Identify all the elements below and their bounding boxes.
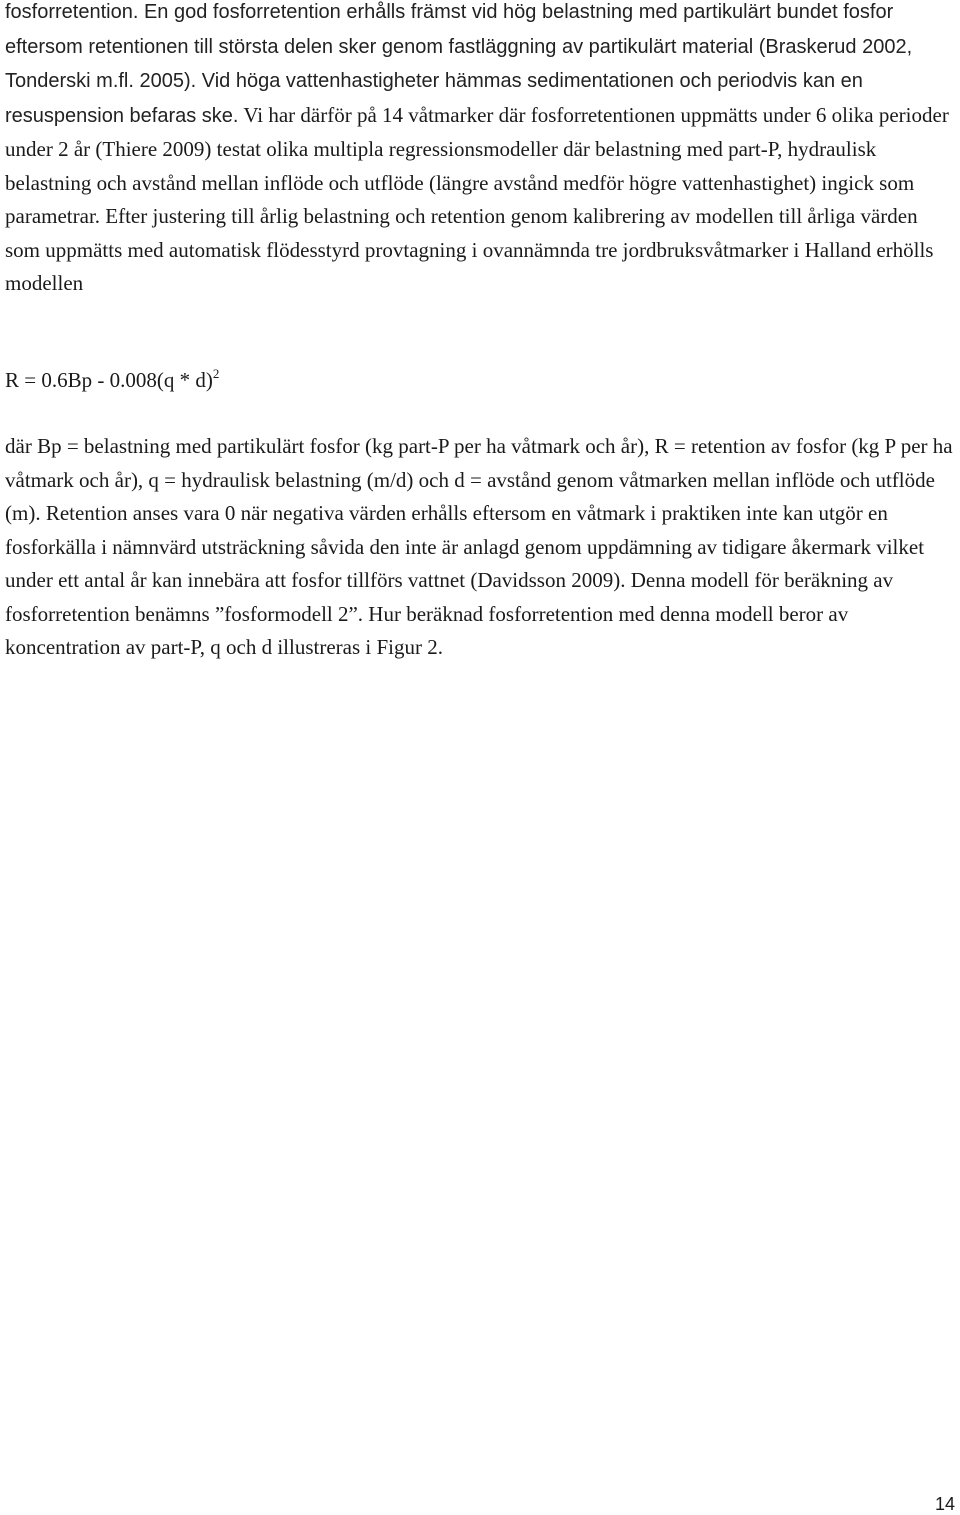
paragraph-1-serif-part: Vi har därför på 14 våtmarker där fosforretentionen uppmätts under 6 olika perioder under 2 år (Thiere 2009) testat olika multipla regressionsmodeller där belastning med part-P, hydraulisk belastning och avstånd mellan inflöde och utflöde (längre avstånd medför högre vattenhastighet) ingick som parametrar. <box>5 102 949 228</box>
paragraph-2: där Bp = belastning med partikulärt fosfor (kg part-P per ha våtmark och år), R = retention av fosfor (kg P per ha våtmark och år), q = hydraulisk belastning (m/d) och d = avstånd genom våtmarken mellan inflöde och utflöde (m). Retention anses vara 0 när negativa värden erhålls eftersom en våtmark i praktiken inte kan utgör en fosforkälla i nämnvärd utsträckning såvida den inte är anlagd genom uppdämning av tidigare åkermark vilket under ett antal år kan innebära att fosfor tillförs vattnet (Davidsson 2009). Denna modell för beräkning av fosforretention benämns ”fosformodell 2”. Hur beräknad fosforretention med denna modell beror av koncentration av part-P, q och d illustreras i Figur 2. <box>5 434 953 659</box>
page-number: 14 <box>935 1494 956 1514</box>
paragraph-1-end-part: Efter justering till årlig belastning och retention genom kalibrering av modellen till årliga värden som uppmätts med automatisk flödesstyrd provtagning i ovannämnda tre jordbruksvåtmarker i Halland erhölls modellen <box>5 204 934 295</box>
paragraph-1-sans-part: fosforretention. En god fosforretention erhålls främst vid hög belastning med partikulärt bundet fosfor eftersom retentionen till största delen sker genom fastläggning av partikulärt material (Braskerud 2002, Tonderski m.fl. 2005). Vid höga vattenhastigheter hämmas sedimentationen och periodvis kan en resuspension befaras ske. <box>5 1 913 127</box>
regression-equation <box>5 364 219 397</box>
equation-main: R = 0.6Bp - 0.008(q * d) <box>5 368 213 392</box>
paragraph-1 <box>5 0 957 301</box>
equation-exponent: 2 <box>212 366 220 381</box>
